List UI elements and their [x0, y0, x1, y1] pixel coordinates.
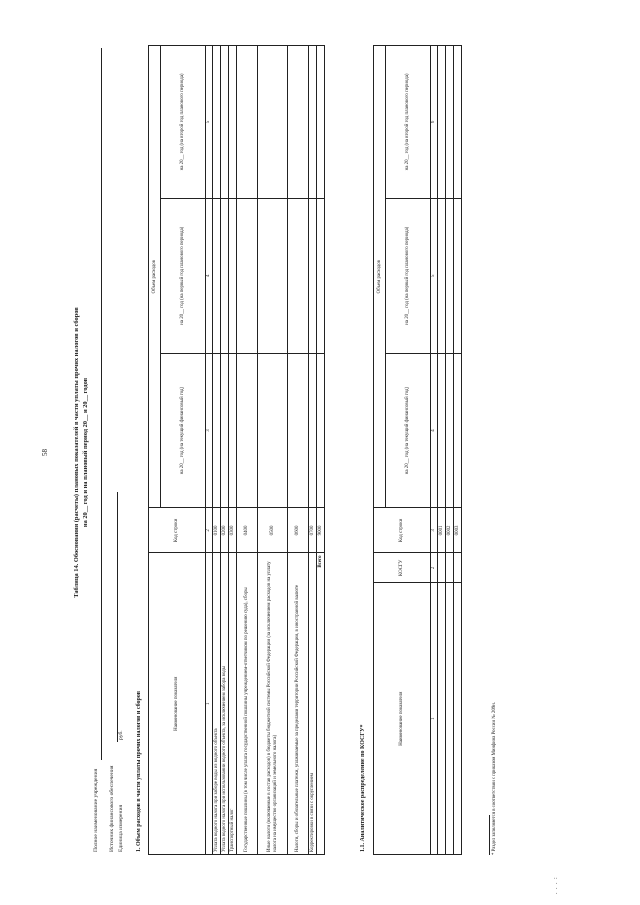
footnote-rule — [489, 815, 490, 855]
footnote: * Раздел заполняется в соответствии с приказом Минфина России № 209н. — [492, 701, 497, 855]
table-subtitle: на 20__ год и на плановый период 20__ и 20__ годов — [82, 377, 89, 528]
value-cell — [317, 198, 325, 353]
value-cell — [221, 198, 229, 353]
total-row — [317, 46, 325, 855]
header-year1: на 20__ год (на текущий финансовый год) — [386, 353, 431, 508]
value-cell — [288, 198, 309, 353]
table-row — [258, 46, 288, 855]
table-row — [438, 46, 446, 855]
total-code: 9000 — [317, 508, 325, 553]
row-kosgu — [446, 553, 454, 583]
col-number: 3 — [431, 508, 438, 553]
value-cell — [229, 353, 237, 508]
row-name — [438, 583, 446, 855]
institution-label: Полное наименование учреждения — [93, 768, 99, 852]
corner-mark: . . . : — [553, 876, 559, 894]
page-number: 58 — [41, 449, 49, 456]
value-cell — [213, 353, 221, 508]
row-kosgu — [438, 553, 446, 583]
value-cell — [213, 46, 221, 199]
rotated-page — [41, 45, 565, 894]
row-name: Корректировки в связи с округлением — [309, 553, 317, 855]
value-cell — [237, 353, 258, 508]
value-cell — [213, 198, 221, 353]
header-volume: Объем расходов — [149, 46, 161, 508]
row-name: Транспортный налог — [229, 553, 237, 855]
header-kosgu: КОСГУ — [374, 553, 431, 583]
value-cell — [438, 198, 446, 353]
value-cell — [309, 198, 317, 353]
header-year2: на 20__ год (на первый год планового периода) — [161, 198, 206, 353]
unit-value: руб. — [118, 730, 124, 740]
row-code: 0500 — [258, 508, 288, 553]
value-cell — [221, 46, 229, 199]
header-year1: на 20__ год (на текущий финансовый год) — [161, 353, 206, 508]
value-cell — [309, 353, 317, 508]
unit-label: Единица измерения — [118, 804, 124, 852]
row-name: Налоги, сборы и обязательные платежи, уплачиваемые за пределами территории Российской Федерации, в иностранной валюте — [288, 553, 309, 855]
value-cell — [258, 46, 288, 199]
table-row — [221, 46, 229, 855]
value-cell — [454, 46, 462, 199]
col-number: 5 — [206, 46, 213, 199]
header-year2: на 20__ год (на первый год планового периода) — [386, 198, 431, 353]
header-code: Код строки — [374, 508, 431, 553]
row-code: 0400 — [237, 508, 258, 553]
value-cell — [438, 353, 446, 508]
table-row — [288, 46, 309, 855]
value-cell — [446, 198, 454, 353]
table-row — [309, 46, 317, 855]
institution-line — [101, 48, 102, 760]
value-cell — [317, 46, 325, 199]
value-cell — [446, 353, 454, 508]
row-code: 0003 — [454, 508, 462, 553]
row-name: Иные налоги (включаемые в состав расходов) в бюджеты бюджетной системы Российской Федерации (за исключением расходов на уплату налога на имущество организаций и земельного налога) — [258, 553, 288, 855]
table-row — [213, 46, 221, 855]
header-volume: Объем расходов — [374, 46, 386, 508]
section1-title: 1. Объем расходов в части уплаты прочих налогов и сборов — [136, 691, 142, 852]
col-number: 5 — [431, 198, 438, 353]
col-number: 2 — [206, 508, 213, 553]
row-code: 0001 — [438, 508, 446, 553]
section2-table — [373, 45, 462, 855]
section1-table — [148, 45, 325, 855]
value-cell — [288, 353, 309, 508]
row-name: Уплата водного налога при заборе воды из водного объекта — [213, 553, 221, 855]
header-year3: на 20__ год (на второй год планового периода) — [386, 46, 431, 199]
row-name: Государственные пошлины (в том числе уплата государственной пошлины учреждением-ответчиком по решению суда), сборы — [237, 553, 258, 855]
col-number: 1 — [206, 553, 213, 855]
header-name: Наименование показателя — [149, 553, 206, 855]
table-row — [237, 46, 258, 855]
value-cell — [288, 46, 309, 199]
total-label: Всего — [317, 553, 325, 855]
col-number: 2 — [431, 553, 438, 583]
table-row — [229, 46, 237, 855]
row-name — [446, 583, 454, 855]
value-cell — [237, 198, 258, 353]
value-cell — [229, 198, 237, 353]
col-number: 6 — [431, 46, 438, 199]
table-row — [446, 46, 454, 855]
header-code: Код строки — [149, 508, 206, 553]
col-number: 3 — [206, 353, 213, 508]
table-title: Таблица 14. Обоснования (расчеты) плановых показателей в части уплаты прочих налогов и сборов — [73, 307, 80, 598]
value-cell — [454, 353, 462, 508]
row-name — [454, 583, 462, 855]
col-number: 4 — [431, 353, 438, 508]
value-cell — [446, 46, 454, 199]
col-number: 4 — [206, 198, 213, 353]
row-code: 0300 — [229, 508, 237, 553]
header-year3: на 20__ год (на второй год планового периода) — [161, 46, 206, 199]
row-code: 0200 — [221, 508, 229, 553]
row-code: 0600 — [288, 508, 309, 553]
table-row — [454, 46, 462, 855]
header-name: Наименование показателя — [374, 583, 431, 855]
value-cell — [438, 46, 446, 199]
col-number: 1 — [431, 583, 438, 855]
funding-line — [117, 492, 118, 742]
value-cell — [237, 46, 258, 199]
section2-title: 1.1. Аналитическое распределение по КОСГУ* — [360, 724, 366, 852]
value-cell — [258, 198, 288, 353]
funding-label: Источник финансового обеспечения — [109, 765, 115, 852]
row-name: Уплата водного налога при использовании водного объекта, за исключением забора воды — [221, 553, 229, 855]
value-cell — [258, 353, 288, 508]
row-code: 0002 — [446, 508, 454, 553]
row-kosgu — [454, 553, 462, 583]
value-cell — [221, 353, 229, 508]
row-code: 0100 — [213, 508, 221, 553]
value-cell — [229, 46, 237, 199]
value-cell — [309, 46, 317, 199]
value-cell — [317, 353, 325, 508]
row-code: 0700 — [309, 508, 317, 553]
value-cell — [454, 198, 462, 353]
